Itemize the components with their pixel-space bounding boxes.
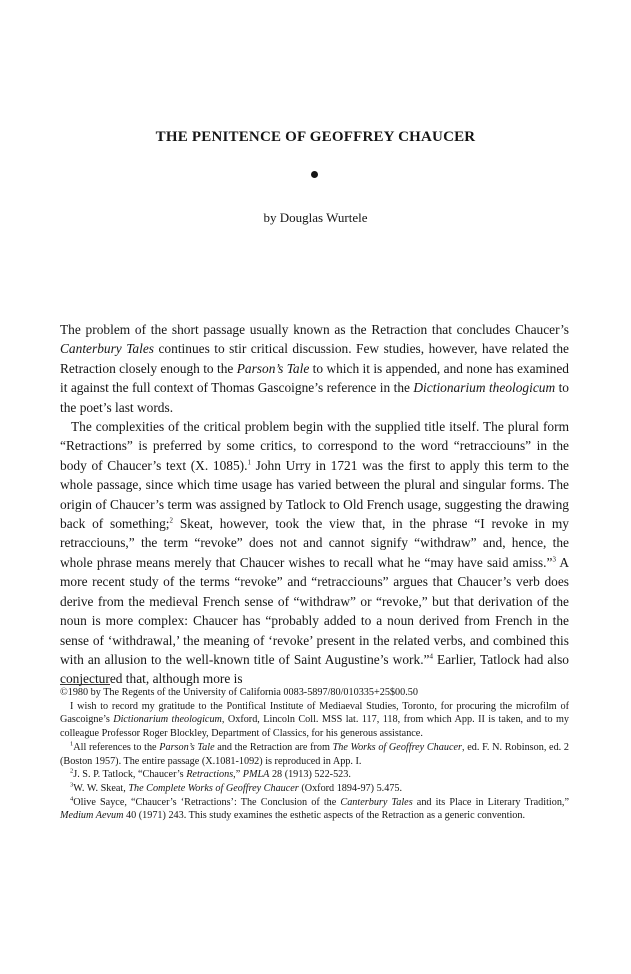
work-title: Parson’s Tale [236,360,310,376]
work-title: Dictionarium theologicum [413,380,556,396]
body-paragraph-1: The problem of the short passage usually known as the Retraction that concludes Chaucer’s Canterbury Tales continues to stir critical discussion. Few studies, however, have related the Retraction closely enough to the Parson’s Tale to which it is appended, and none has examined it against the full context of Thomas Gascoigne’s reference in the Dictionarium theologicum to the poet’s last words. [60,322,570,415]
footnote-4: $^4$Olive Sayce, “Chaucer’s ‘Retractions’: The Conclusion of the Canterbury Tales and its Place in Literary Tradition,” Medium Aevum 40 (1971) 243. This study examines the esthetic aspects of the Retraction as a generic convention. [60,795,569,822]
footnote-2: $^2$J. S. P. Tatlock, “Chaucer’s Retractions,” PMLA 28 (1913) 522-523. [70,767,351,781]
footnotes [60,686,569,823]
work-title: Canterbury Tales [60,341,155,357]
article-title: THE PENITENCE OF GEOFFREY CHAUCER [155,129,476,145]
ornament-dot [311,171,318,178]
footnote-1: $^1$All references to the Parson’s Tale and the Retraction are from The Works of Geoffrey Chaucer, ed. F. N. Robinson, ed. 2 (Boston 1957). The entire passage (X.1081-1092) is reproduced in App. I. [60,740,569,767]
footnote-number: 2 [70,767,74,775]
footnote-ref: 4 [429,652,433,661]
article-author: by Douglas Wurtele [263,210,368,225]
footnote-number: 3 [70,781,74,789]
footnote-ref: 3 [552,555,556,564]
copyright-line: ©1980 by The Regents of the University of California 0083-5897/80/010335+25$00.50 [60,687,418,698]
footnote-3: $^3$W. W. Skeat, The Complete Works of Geoffrey Chaucer (Oxford 1894-97) 5.475. [70,781,403,794]
footnote-number: 1 [70,740,74,748]
footnote-number: 4 [70,795,74,803]
article-body [60,320,569,689]
footnote-ref: 2 [169,516,174,525]
acknowledgment-note: I wish to record my gratitude to the Pontifical Institute of Mediaeval Studies, Toronto, for procuring the microfilm of Gascoigne’s Dictionarium theologicum, Oxford, Lincoln Coll. MSS lat. 117, 118, from which App. II is taken, and to my colleague Professor Roger Blockley, Department of Classics, for his generous assistance. [60,700,570,740]
footnote-ref: 1 [247,458,251,467]
body-paragraph-2: The complexities of the critical problem begin with the supplied title itself. The plural form “Retractions” is preferred by some critics, to correspond to the word “retracciouns” in the body of Chaucer’s text (X. 1085).$^1$ John Urry in 1721 was the first to apply this term to the whole passage, since which time usage has varied between the plural and singular forms. The origin of Chaucer’s term was assigned by Tatlock to Old French usage, suggesting the drawing back of something;$^2$ Skeat, however, took the view that, in the phrase “I revoke in my retracciouns,” the term “revoke” does not and cannot signify “withdraw” and, hence, the whole phrase means merely that Chaucer wishes to recall what he “may have said amiss.”$^3$ A more recent study of the terms “revoke” and “retracciouns” argues that Chaucer’s verb does derive from the medieval French sense of “withdraw” or “revoke,” but that derivation of the noun is more complex: Chaucer has “probably added to a noun derived from French in the sense of ‘withdrawal,’ the meaning of ‘revoke’ present in the related verbs, and combined this with an allusion to the well-known title of Saint Augustine’s work.”$^4$ Earlier, Tatlock had also conjectured that, although more is [60,419,569,687]
footnote-divider [60,684,110,685]
